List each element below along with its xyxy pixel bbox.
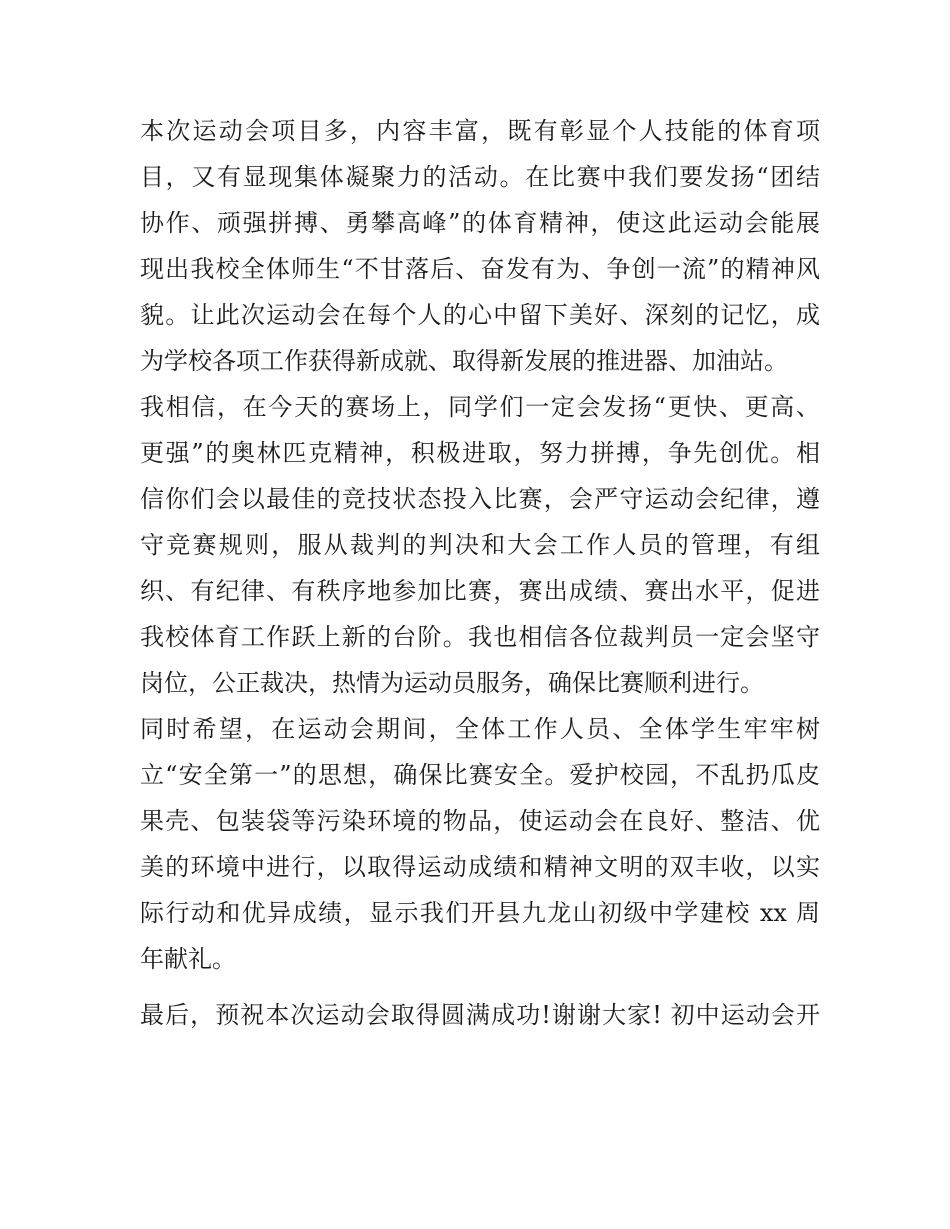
text-line: 织、有纪律、有秩序地参加比赛，赛出成绩、赛出水平，促进 bbox=[140, 577, 820, 605]
text-line: 我校体育工作跃上新的台阶。我也相信各位裁判员一定会坚守 bbox=[140, 623, 820, 651]
paragraph-spacer bbox=[140, 982, 820, 992]
text-line: 本次运动会项目多，内容丰富，既有彰显个人技能的体育项 bbox=[140, 117, 820, 145]
text-line: 立“安全第一”的思想，确保比赛安全。爱护校园，不乱扔瓜皮 bbox=[140, 761, 820, 789]
document-body bbox=[140, 108, 820, 1038]
paragraph-2 bbox=[140, 384, 820, 706]
text-line: 岗位，公正裁决，热情为运动员服务，确保比赛顺利进行。 bbox=[140, 669, 764, 697]
text-line: 际行动和优异成绩，显示我们开县九龙山初级中学建校 xx 周 bbox=[140, 899, 820, 927]
text-line: 守竞赛规则，服从裁判的判决和大会工作人员的管理，有组 bbox=[140, 531, 820, 559]
paragraph-1 bbox=[140, 108, 820, 384]
paragraph-4 bbox=[140, 992, 820, 1038]
paragraph-3 bbox=[140, 706, 820, 982]
text-line: 协作、顽强拼搏、勇攀高峰”的体育精神，使这此运动会能展 bbox=[140, 209, 820, 237]
text-line: 美的环境中进行，以取得运动成绩和精神文明的双丰收，以实 bbox=[140, 853, 820, 881]
text-line: 信你们会以最佳的竞技状态投入比赛，会严守运动会纪律，遵 bbox=[140, 485, 820, 513]
text-line: 年献礼。 bbox=[140, 945, 236, 973]
text-line: 我相信，在今天的赛场上，同学们一定会发扬“更快、更高、 bbox=[140, 393, 820, 421]
text-line: 最后，预祝本次运动会取得圆满成功!谢谢大家! 初中运动会开 bbox=[140, 1001, 820, 1029]
text-line: 更强”的奥林匹克精神，积极进取，努力拼搏，争先创优。相 bbox=[140, 439, 820, 467]
text-line: 果壳、包装袋等污染环境的物品，使运动会在良好、整洁、优 bbox=[140, 807, 820, 835]
text-line: 貌。让此次运动会在每个人的心中留下美好、深刻的记忆，成 bbox=[140, 301, 820, 329]
text-line: 为学校各项工作获得新成就、取得新发展的推进器、加油站。 bbox=[140, 347, 788, 375]
text-line: 同时希望，在运动会期间，全体工作人员、全体学生牢牢树 bbox=[140, 715, 820, 743]
text-line: 目，又有显现集体凝聚力的活动。在比赛中我们要发扬“团结 bbox=[140, 163, 820, 191]
text-line: 现出我校全体师生“不甘落后、奋发有为、争创一流”的精神风 bbox=[140, 255, 820, 283]
